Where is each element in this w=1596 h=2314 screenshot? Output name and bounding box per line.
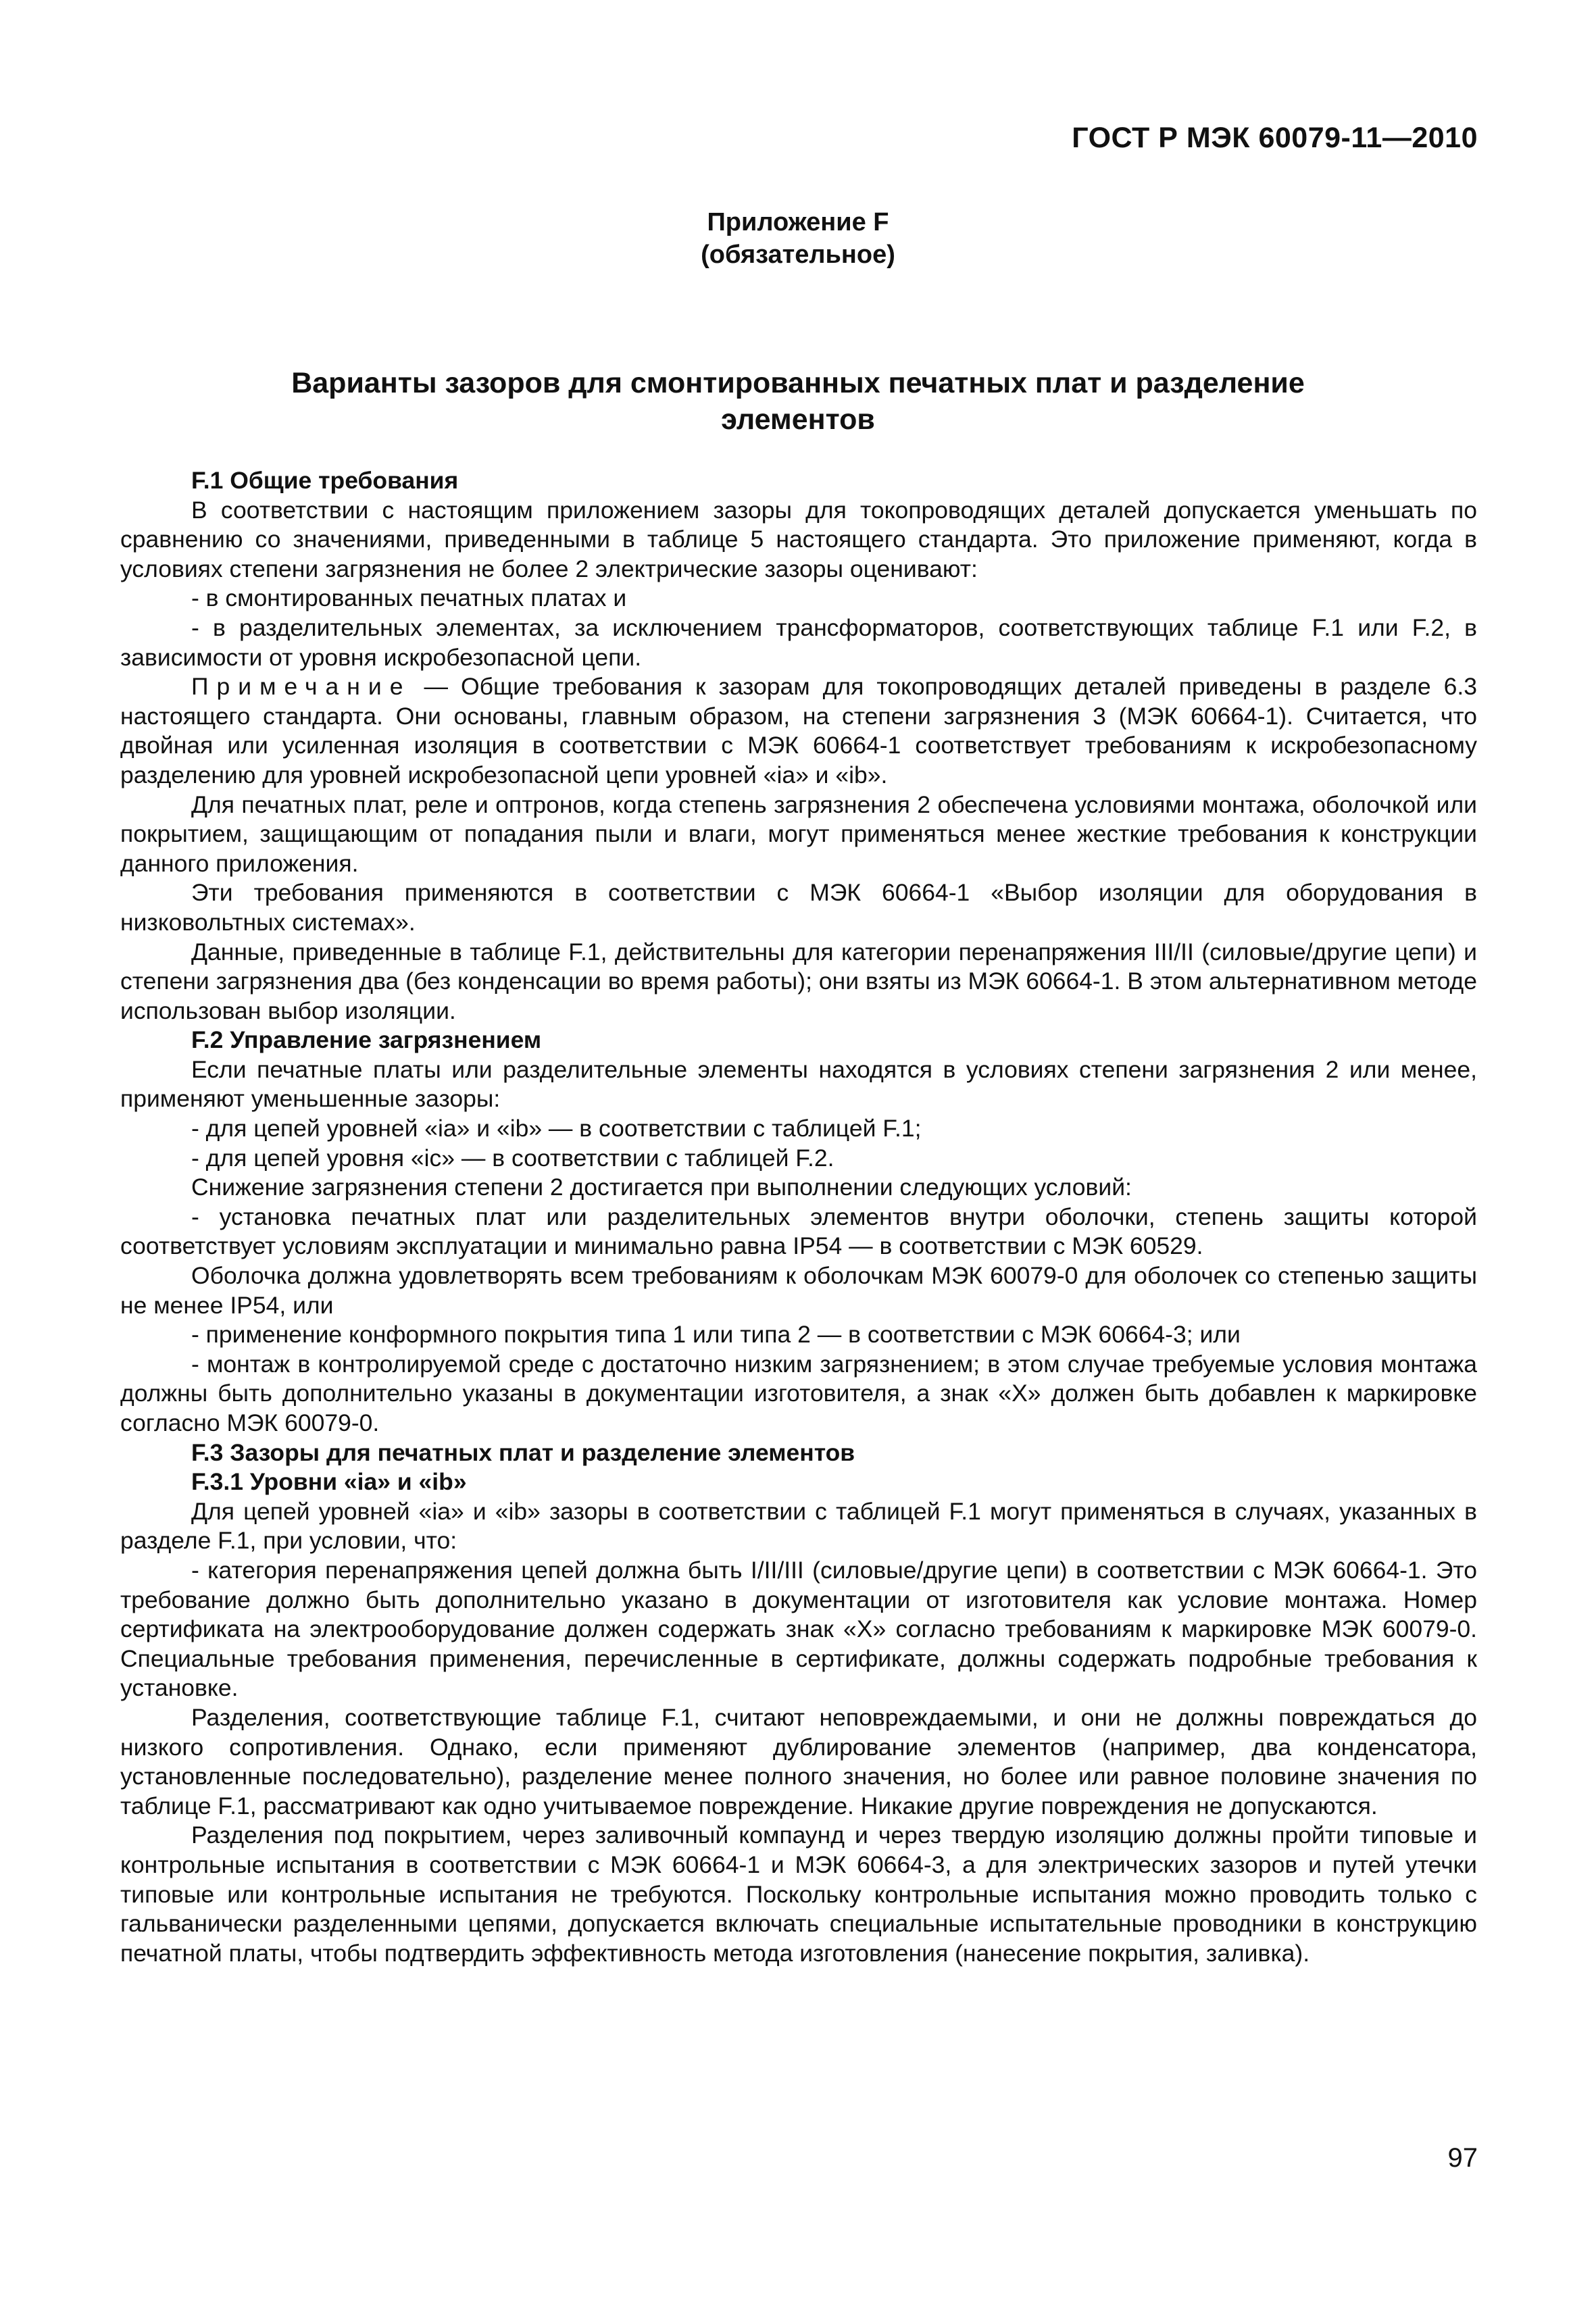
annex-title: Приложение F [707, 208, 889, 236]
section-f2-paragraph: Оболочка должна удовлетворять всем требованиям к оболочкам МЭК 60079-0 для оболочек со степенью защиты не менее IP54, или [120, 1262, 1477, 1319]
document-title-line-2: элементов [721, 403, 875, 436]
annex-heading [0, 206, 1596, 271]
section-f1-paragraph: Эти требования применяются в соответствии с МЭК 60664-1 «Выбор изоляции для оборудования в низковольтных системах». [120, 879, 1477, 936]
section-f1-paragraph: В соответствии с настоящим приложением зазоры для токопроводящих деталей допускается уменьшать по сравнению со значениями, приведенными в таблице 5 настоящего стандарта. Это приложение применяют, когда в условиях степени загрязнения не более 2 электрические зазоры оценивают: [120, 496, 1477, 582]
section-f1-list-item: - в смонтированных печатных платах и [191, 584, 627, 612]
section-f2-list-item: - применение конформного покрытия типа 1 или типа 2 — в соответствии с МЭК 60664-3; или [191, 1321, 1241, 1349]
note-text: — Общие требования к зазорам для токопроводящих деталей приведены в разделе 6.3 настоящего стандарта. Они основаны, главным образом, на степени загрязнения 3 (МЭК 60664-1). Считается, что двойная или усиленная изоляция в соответствии с МЭК 60664-1 соответствует требованиям к искробезопасному разделению для уровней искробезопасной цепи уровней «ia» и «ib». [120, 673, 1477, 788]
section-f3-paragraph: Разделения под покрытием, через заливочный компаунд и через твердую изоляцию должны пройти типовые и контрольные испытания в соответствии с МЭК 60664-1 и МЭК 60664-3, а для электрических зазоров и путей утечки типовые или контрольные испытания не требуются. Поскольку контрольные испытания можно проводить только с гальванически разделенными цепями, допускается включать специальные испытательные проводники в конструкцию печатной платы, чтобы подтвердить эффективность метода изготовления (нанесение покрытия, заливка). [120, 1821, 1477, 1967]
section-f2-paragraph: Если печатные платы или разделительные элементы находятся в условиях степени загрязнения 2 или менее, применяют уменьшенные зазоры: [120, 1055, 1477, 1113]
section-f2-list-item: - установка печатных плат или разделительных элементов внутри оболочки, степень защиты которой соответствует условиям эксплуатации и минимально равна IP54 — в соответствии с МЭК 60529. [120, 1203, 1477, 1260]
section-f3-list-item: - категория перенапряжения цепей должна быть I/II/III (силовые/другие цепи) в соответствии с МЭК 60664-1. Это требование должно быть дополнительно указано в документации от изготовителя как условие монтажа. Номер сертификата на электрооборудование должен содержать знак «X» согласно требованиям к маркировке МЭК 60079-0. Специальные требования применения, перечисленные в сертификате, должны содержать подробные требования к установке. [120, 1556, 1477, 1702]
section-f3-1-heading: F.3.1 Уровни «ia» и «ib» [191, 1468, 467, 1496]
section-f2-list-item: - монтаж в контролируемой среде с достаточно низким загрязнением; в этом случае требуемые условия монтажа должны быть дополнительно указаны в документации изготовителя, а знак «X» должен быть добавлен к маркировке согласно МЭК 60079-0. [120, 1350, 1477, 1436]
document-body [120, 466, 1477, 1968]
document-title-line-1: Варианты зазоров для смонтированных печатных плат и разделение [291, 367, 1305, 399]
note-label: Примечание [191, 673, 412, 701]
section-f2-paragraph: Снижение загрязнения степени 2 достигается при выполнении следующих условий: [191, 1174, 1132, 1201]
section-f3-paragraph: Для цепей уровней «ia» и «ib» зазоры в соответствии с таблицей F.1 могут применяться в случаях, указанных в разделе F.1, при условии, что: [120, 1497, 1477, 1555]
section-f3-heading: F.3 Зазоры для печатных плат и разделение элементов [191, 1438, 855, 1466]
section-f2-list-item: - для цепей уровня «ic» — в соответствии с таблицей F.2. [191, 1144, 834, 1172]
section-f1-note [120, 672, 1477, 790]
section-f1-heading: F.1 Общие требования [191, 467, 459, 494]
document-code: ГОСТ Р МЭК 60079-11—2010 [1072, 122, 1478, 154]
section-f1-paragraph: Для печатных плат, реле и оптронов, когда степень загрязнения 2 обеспечена условиями монтажа, оболочкой или покрытием, защищающим от попадания пыли и влаги, могут применяться менее жесткие требования к конструкции данного приложения. [120, 790, 1477, 877]
section-f2-list-item: - для цепей уровней «ia» и «ib» — в соответствии с таблицей F.1; [191, 1115, 922, 1142]
section-f2-heading: F.2 Управление загрязнением [191, 1026, 542, 1054]
section-f1-list-item: - в разделительных элементах, за исключением трансформаторов, соответствующих таблице F.1 или F.2, в зависимости от уровня искробезопасной цепи. [120, 613, 1477, 671]
annex-status: (обязательное) [701, 241, 895, 269]
section-f3-paragraph: Разделения, соответствующие таблице F.1, считают неповреждаемыми, и они не должны повреждаться до низкого сопротивления. Однако, если применяют дублирование элементов (например, два конденсатора, установленные последовательно), разделение менее полного значения, но более или равное половине значения по таблице F.1, рассматривают как одно учитываемое повреждение. Никакие другие повреждения не допускаются. [120, 1703, 1477, 1819]
page-number: 97 [1447, 2143, 1478, 2173]
section-f1-paragraph: Данные, приведенные в таблице F.1, действительны для категории перенапряжения III/II (силовые/другие цепи) и степени загрязнения два (без конденсации во время работы); они взяты из МЭК 60664-1. В этом альтернативном методе использован выбор изоляции. [120, 938, 1477, 1024]
document-title [0, 365, 1596, 438]
